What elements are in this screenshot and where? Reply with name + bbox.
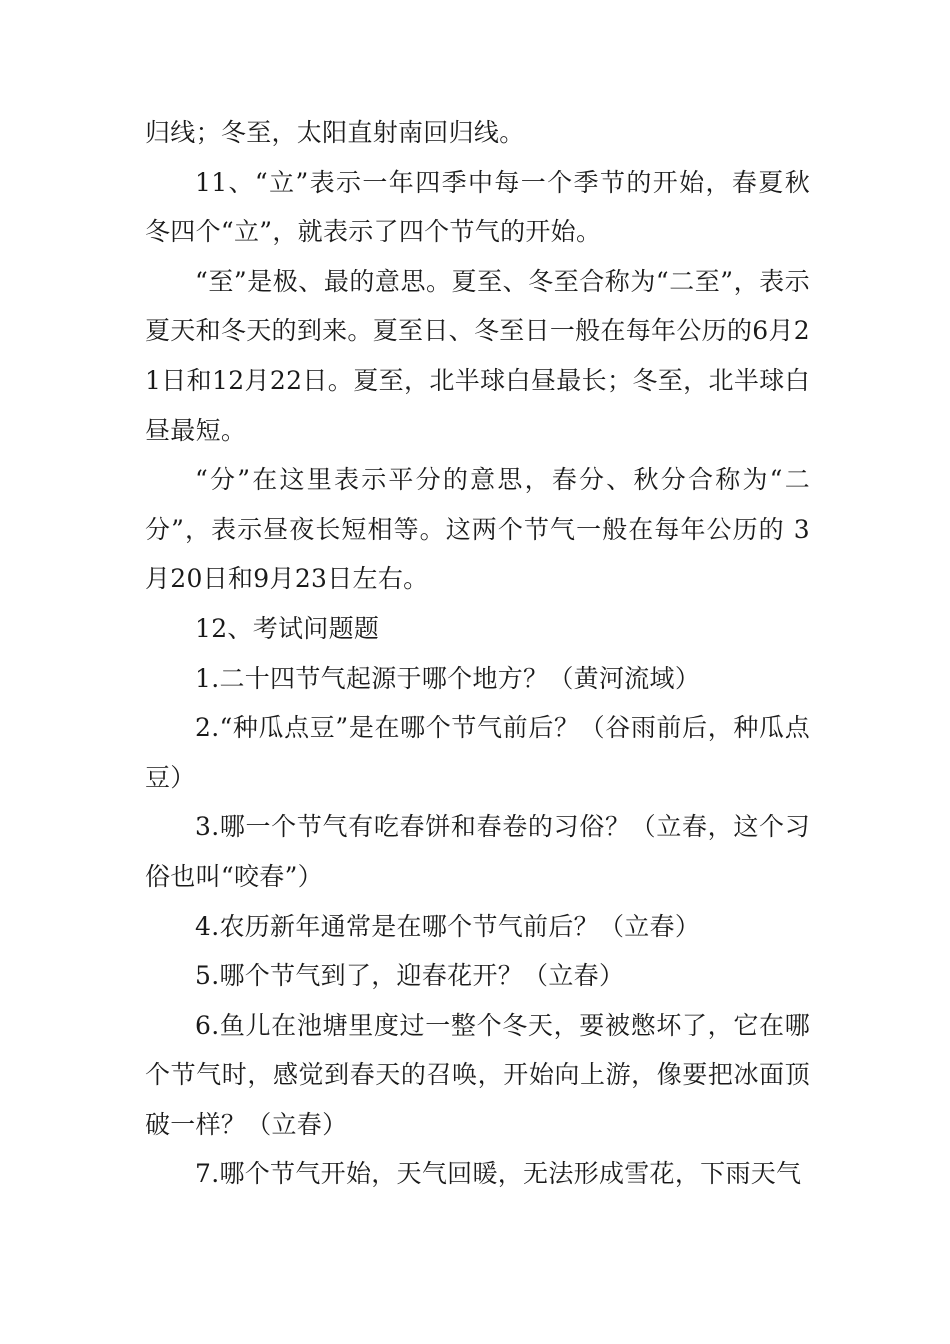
paragraph-continuation: 归线；冬至，太阳直射南回归线。 [145, 118, 525, 147]
document-page [145, 108, 810, 1199]
section-heading-exam-questions: 12、考试问题题 [195, 613, 380, 643]
question-item-5: 5.哪个节气到了，迎春花开？（立春） [195, 961, 625, 991]
question-item-4: 4.农历新年通常是在哪个节气前后？（立春） [195, 911, 701, 941]
paragraph-fen-meaning: “分”在这里表示平分的意思，春分、秋分合称为“二分”，表示昼夜长短相等。这两个节气一般在每年公历的 3月20日和9月23日左右。 [145, 465, 810, 594]
question-item-7: 7.哪个节气开始，天气回暖，无法形成雪花，下雨天气 [195, 1159, 802, 1189]
paragraph-zhi-meaning: “至”是极、最的意思。夏至、冬至合称为“二至”，表示夏天和冬天的到来。夏至日、冬至日一般在每年公历的6月21日和12月22日。夏至，北半球白昼最长；冬至，北半球白昼最短。 [145, 266, 810, 445]
question-item-2: 2.“种瓜点豆”是在哪个节气前后？（谷雨前后，种瓜点豆） [145, 713, 810, 792]
question-item-6: 6.鱼儿在池塘里度过一整个冬天，要被憋坏了，它在哪个节气时，感觉到春天的召唤，开始向上游，像要把冰面顶破一样？（立春） [145, 1010, 810, 1139]
paragraph-li-meaning: 11、“立”表示一年四季中每一个季节的开始，春夏秋冬四个“立”，就表示了四个节气的开始。 [145, 167, 810, 247]
question-item-3: 3.哪一个节气有吃春饼和春卷的习俗？（立春，这个习俗也叫“咬春”） [145, 812, 810, 891]
question-item-1: 1.二十四节气起源于哪个地方？（黄河流域） [195, 663, 701, 693]
